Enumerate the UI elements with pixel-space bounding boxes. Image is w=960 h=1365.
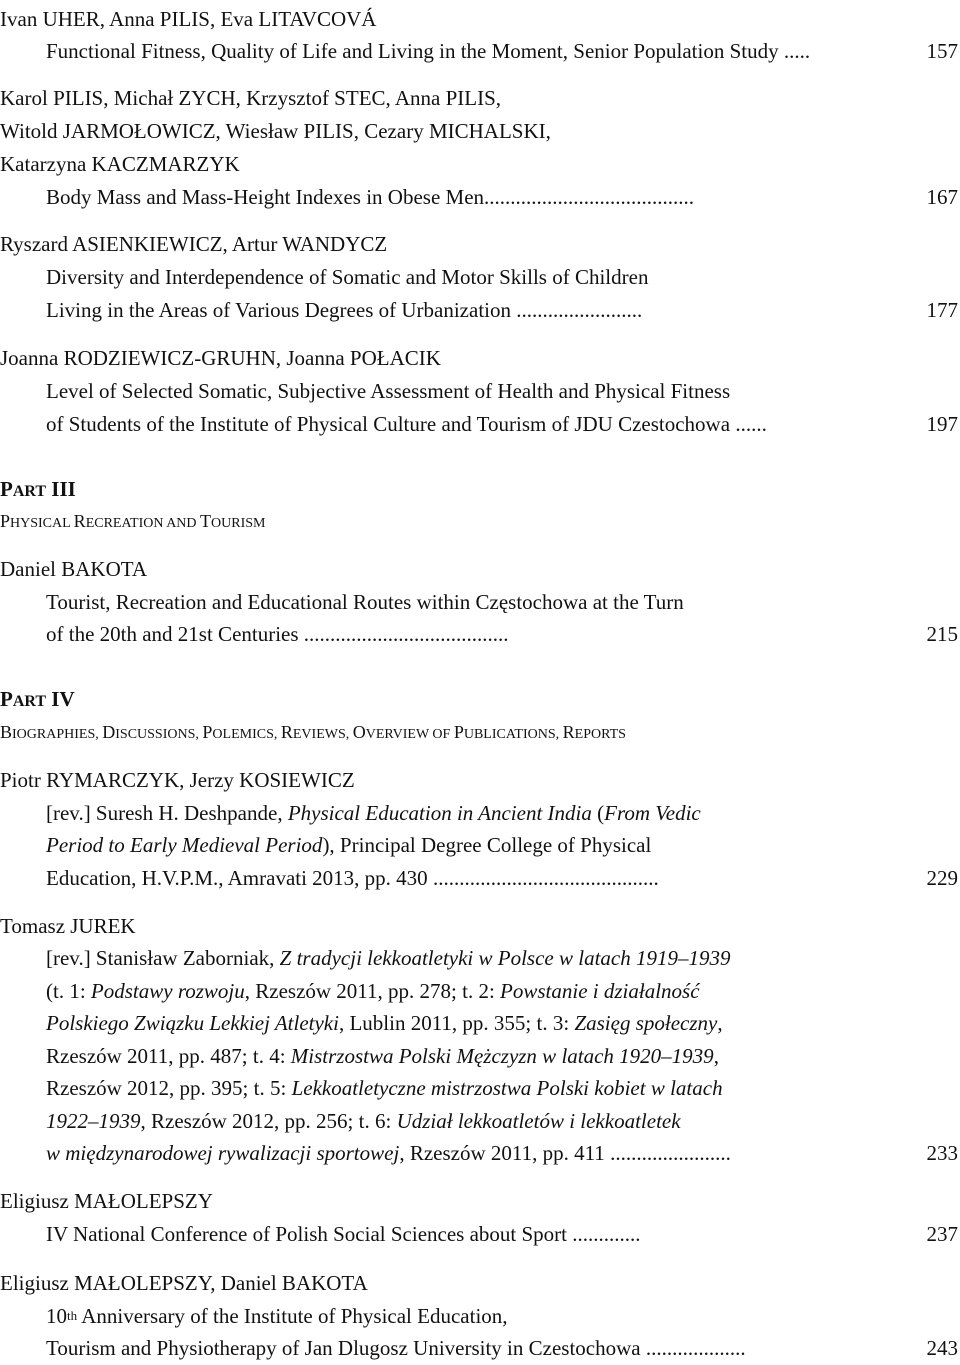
section-heading: BIOGRAPHIES, DISCUSSIONS, POLEMICS, REVIEWS, OVERVIEW OF PUBLICATIONS, REPORTS (0, 722, 626, 742)
entry-title: , Rzeszów 2011, pp. 411 (399, 1141, 605, 1165)
entry-title: Living in the Areas of Various Degrees of Urbanization (46, 298, 511, 322)
entry-authors: Tomasz JUREK (0, 914, 136, 938)
entry-authors: Daniel BAKOTA (0, 557, 148, 581)
dot-leader: ........................................ (484, 185, 695, 209)
dot-leader: ................... (640, 1336, 746, 1360)
page-number: 243 (926, 1336, 958, 1360)
section-heading: PHYSICAL RECREATION AND TOURISM (0, 511, 266, 531)
entry-title: Education, H.V.P.M., Amravati 2013, pp. 430 (46, 866, 428, 890)
entry-title: Period to Early Medieval Period), Principal Degree College of Physical (46, 833, 652, 857)
page-number: 237 (926, 1222, 958, 1246)
entry-title: IV National Conference of Polish Social Sciences about Sport (46, 1222, 568, 1246)
entry-title: [rev.] Stanisław Zaborniak, Z tradycji lekkoatletyki w Polsce w latach 1919–1939 (46, 946, 731, 970)
page-number: 215 (926, 622, 958, 646)
entry-authors: Karol PILIS, Michał ZYCH, Krzysztof STEC, Anna PILIS, (0, 86, 502, 110)
dot-leader: ..... (778, 39, 811, 63)
entry-title: Polskiego Związku Lekkiej Atletyki, Lublin 2011, pp. 355; t. 3: Zasięg społeczny, (46, 1011, 723, 1035)
entry-title: Tourist, Recreation and Educational Routes within Częstochowa at the Turn (46, 590, 684, 614)
entry-title: Level of Selected Somatic, Subjective Assessment of Health and Physical Fitness (46, 379, 731, 403)
entry-title: Body Mass and Mass-Height Indexes in Obese Men (46, 185, 485, 209)
page-number: 197 (926, 412, 958, 436)
part-label: PART III (0, 477, 76, 501)
entry-authors: Ivan UHER, Anna PILIS, Eva LITAVCOVÁ (0, 7, 377, 31)
entry-title: [rev.] Suresh H. Deshpande, Physical Education in Ancient India (From Vedic (46, 801, 701, 825)
entry-title: of Students of the Institute of Physical Culture and Tourism of JDU Czestochowa (46, 412, 731, 436)
page-number: 167 (926, 185, 958, 209)
entry-title: Tourism and Physiotherapy of Jan Dlugosz University in Czestochowa (46, 1336, 641, 1360)
part-label: PART IV (0, 687, 75, 711)
entry-authors: Piotr RYMARCZYK, Jerzy KOSIEWICZ (0, 768, 355, 792)
dot-leader: ............. (567, 1222, 641, 1246)
entry-authors: Joanna RODZIEWICZ-GRUHN, Joanna POŁACIK (0, 346, 441, 370)
entry-title: Rzeszów 2012, pp. 395; t. 5: Lekkoatletyczne mistrzostwa Polski kobiet w latach (46, 1076, 723, 1100)
entry-title: 1922–1939, Rzeszów 2012, pp. 256; t. 6: Udział lekkoatletów i lekkoatletek (46, 1109, 681, 1133)
entry-title: Functional Fitness, Quality of Life and Living in the Moment, Senior Population Study (46, 39, 779, 63)
page-number: 229 (926, 866, 958, 890)
entry-authors: Eligiusz MAŁOLEPSZY (0, 1189, 213, 1213)
entry-title: 10th Anniversary of the Institute of Physical Education, (46, 1304, 508, 1328)
entry-title: (t. 1: Podstawy rozwoju, Rzeszów 2011, pp. 278; t. 2: Powstanie i działalność (46, 979, 700, 1003)
dot-leader: ........................................... (427, 866, 659, 890)
entry-authors: Ryszard ASIENKIEWICZ, Artur WANDYCZ (0, 232, 388, 256)
dot-leader: ....................... (604, 1141, 731, 1165)
entry-authors: Katarzyna KACZMARZYK (0, 152, 240, 176)
dot-leader: ...... (730, 412, 767, 436)
entry-authors: Witold JARMOŁOWICZ, Wiesław PILIS, Cezary MICHALSKI, (0, 119, 551, 143)
entry-title: Diversity and Interdependence of Somatic and Motor Skills of Children (46, 265, 649, 289)
dot-leader: ........................ (510, 298, 643, 322)
entry-authors: Eligiusz MAŁOLEPSZY, Daniel BAKOTA (0, 1271, 368, 1295)
entry-title: of the 20th and 21st Centuries (46, 622, 299, 646)
entry-title: Rzeszów 2011, pp. 487; t. 4: Mistrzostwa Polski Mężczyzn w latach 1920–1939, (46, 1044, 719, 1068)
page-number: 157 (926, 39, 958, 63)
entry-title: w międzynarodowej rywalizacji sportowej (46, 1141, 400, 1165)
dot-leader: ....................................... (298, 622, 509, 646)
page-number: 233 (926, 1141, 958, 1165)
page-number: 177 (926, 298, 958, 322)
